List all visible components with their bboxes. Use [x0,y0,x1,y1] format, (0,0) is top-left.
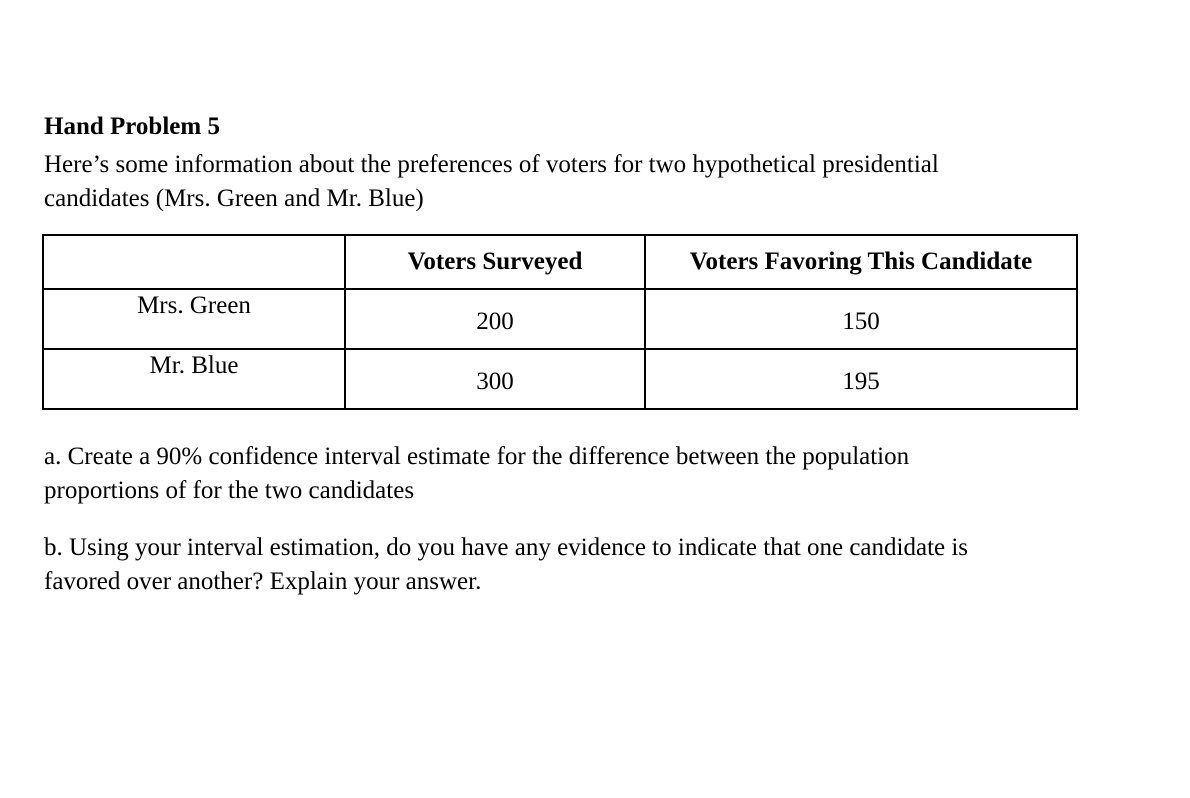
voters-surveyed-cell: 200 [345,289,645,349]
table-row [43,349,1077,409]
header-empty-cell [43,235,345,289]
voters-favoring-cell: 150 [645,289,1077,349]
header-voters-favoring: Voters Favoring This Candidate [645,235,1077,289]
candidate-name-cell: Mr. Blue [43,349,345,409]
table-row [43,289,1077,349]
intro-paragraph [44,148,1144,216]
intro-line-2: candidates (Mrs. Green and Mr. Blue) [44,185,424,212]
question-a-line-1: a. Create a 90% confidence interval estimate for the difference between the population [44,443,910,470]
voters-favoring-cell: 195 [645,349,1077,409]
question-a-line-2: proportions of for the two candidates [44,477,415,504]
table-header-row [43,235,1077,289]
intro-line-1: Here’s some information about the preferences of voters for two hypothetical presidential [44,151,939,178]
voters-surveyed-cell: 300 [345,349,645,409]
question-b [44,531,1154,599]
question-b-line-1: b. Using your interval estimation, do you have any evidence to indicate that one candidate is [44,534,969,561]
question-b-line-2: favored over another? Explain your answer. [44,568,482,595]
voter-data-table [42,234,1078,410]
question-a [44,440,1154,508]
header-voters-surveyed: Voters Surveyed [345,235,645,289]
problem-title: Hand Problem 5 [44,113,220,140]
candidate-name-cell: Mrs. Green [43,289,345,349]
